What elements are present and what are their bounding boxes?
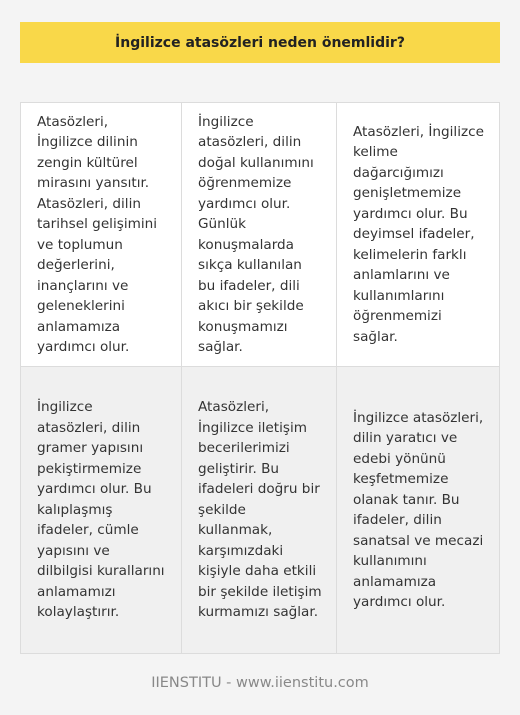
cell-text: İngilizce atasözleri, dilin gramer yapısını pekiştirmemize yardımcı olur. Bu kalıplaşmış ifadeler, cümle yapısını ve dilbilgisi kurallarını anlamamızı kolaylaştırır. xyxy=(37,399,165,621)
footer-credit: IIENSTITU - www.iienstitu.com xyxy=(151,675,369,691)
content-cell xyxy=(337,103,499,367)
content-cell xyxy=(21,103,182,367)
content-grid xyxy=(20,102,500,654)
content-cell xyxy=(182,103,337,367)
cell-text: İngilizce atasözleri, dilin doğal kullanımını öğrenmemize yardımcı olur. Günlük konuşmalarda sıkça kullanılan bu ifadeler, dili akıcı bir şekilde konuşmamızı sağlar. xyxy=(198,113,314,355)
cell-text: Atasözleri, İngilizce kelime dağarcığımızı genişletmemize yardımcı olur. Bu deyimsel ifadeler, kelimelerin farklı anlamlarını ve kullanımlarını öğrenmemizi sağlar. xyxy=(353,123,484,345)
cell-text: Atasözleri, İngilizce iletişim becerilerimizi geliştirir. Bu ifadeleri doğru bir şekilde kullanmak, karşımızdaki kişiyle daha etkili bir şekilde iletişim kurmamızı sağlar. xyxy=(198,399,322,621)
content-cell xyxy=(21,367,182,653)
content-cell xyxy=(337,367,499,653)
title-banner xyxy=(20,22,500,63)
page-title: İngilizce atasözleri neden önemlidir? xyxy=(115,34,405,51)
cell-text: Atasözleri, İngilizce dilinin zengin kültürel mirasını yansıtır. Atasözleri, dilin tarihsel gelişimini ve toplumun değerlerini, inançlarını ve geleneklerini anlamamıza yardımcı olur. xyxy=(37,113,158,355)
content-cell xyxy=(182,367,337,653)
cell-text: İngilizce atasözleri, dilin yaratıcı ve edebi yönünü keşfetmemize olanak tanır. Bu ifadeler, dilin sanatsal ve mecazi kullanımını anlamamıza yardımcı olur. xyxy=(353,409,484,610)
